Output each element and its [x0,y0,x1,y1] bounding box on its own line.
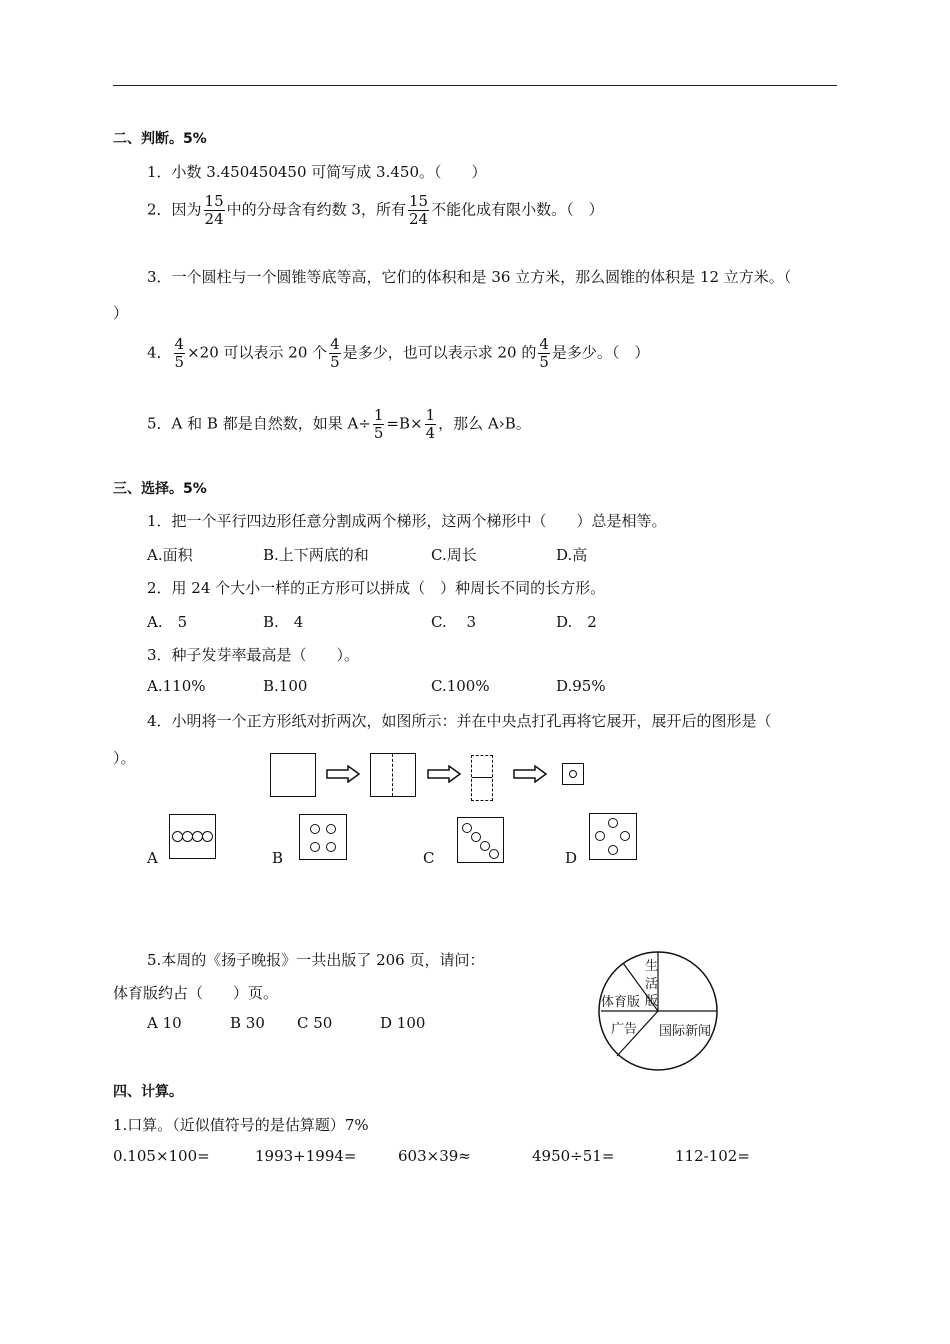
section3-title: 三、选择。5% [113,481,207,497]
s3-q3-option-a: A.110% [147,677,206,695]
pie-label-ads: 广告 [611,1022,638,1037]
s3-q3-option-c: C.100% [431,677,490,695]
s3-q1-option-d: D.高 [556,546,588,564]
arrow-right-icon [513,765,547,783]
arrow-right-icon [427,765,461,783]
s3-question-5-line2: 体育版约占（ ）页。 [113,984,279,1002]
fraction-4-5: $\frac{4}{5}$ [174,335,185,371]
choice-label-c: C [423,849,435,867]
pie-label-sports: 体育版 [601,995,641,1010]
s3-q1-option-a: A.面积 [147,546,193,564]
s4-subtitle: 1.口算。（近似值符号的是估算题）7% [113,1116,369,1134]
s3-q5-option-d: D 100 [380,1014,426,1032]
choice-figure-d [589,813,637,860]
s3-question-2: 2．用 24 个大小一样的正方形可以拼成（ ）种周长不同的长方形。 [147,579,606,597]
s3-question-4-end: ）。 [113,749,136,767]
fold-step-half [370,753,416,797]
s3-q5-option-a: A 10 [147,1014,182,1032]
s3-q1-option-b: B.上下两底的和 [263,546,369,564]
hole-icon [569,770,577,778]
fraction-1-5: $\frac{1}{5}$ [373,406,384,442]
s3-question-5: 5.本周的《扬子晚报》一共出版了 206 页，请问： [147,951,485,969]
choice-label-d: D [565,849,578,867]
fold-step-punched [562,763,584,785]
calc-item: 1993+1994= [255,1147,357,1165]
s2-question-3-end: ） [113,304,129,322]
fraction-15-24: $\frac{15}{24}$ [408,192,429,228]
choice-label-a: A [147,849,158,867]
s2-question-2: 2．因为 $\frac{15}{24}$ 中的分母含有约数 3，所有 $\frac{15}{24}$ 不能化成有限小数。（ ） [147,192,604,228]
s3-q5-option-c: C 50 [297,1014,333,1032]
fraction-4-5: $\frac{4}{5}$ [330,335,340,371]
pie-label-sheng: 生 [645,959,659,974]
pie-label-huo: 活 [645,977,659,992]
section4-title: 四、计算。 [113,1084,183,1100]
s3-q2-option-b: B. 4 [263,613,304,631]
s3-q3-option-d: D.95% [556,677,606,695]
header-rule [113,85,837,86]
s3-q2-option-d: D. 2 [556,613,597,631]
fraction-15-24: $\frac{15}{24}$ [204,192,224,228]
choice-figure-c [457,817,504,863]
calc-item: 603×39≈ [398,1147,471,1165]
choice-label-b: B [272,849,284,867]
s3-q1-option-c: C.周长 [431,546,477,564]
section2-title: 二、判断。5% [113,131,207,147]
fraction-4-5: $\frac{4}{5}$ [539,335,549,371]
s3-q3-option-b: B.100 [263,677,308,695]
s2-question-1: 1．小数 3.450450450 可简写成 3.450。（ ） [147,163,487,181]
s3-q5-option-b: B 30 [230,1014,265,1032]
arrow-right-icon [326,765,360,783]
fold-step-square [270,753,316,797]
s3-question-3: 3．种子发芽率最高是（ ）。 [147,646,360,664]
fold-step-quarter [471,755,493,801]
pie-label-intl-news: 国际新闻 [659,1024,712,1039]
fraction-1-4: $\frac{1}{4}$ [425,406,436,442]
s3-q2-option-c: C. 3 [431,613,477,631]
s2-question-4: 4． $\frac{4}{5}$ ×20 可以表示 20 个 $\frac{4}{5}$ 是多少，也可以表示求 20 的 $\frac{4}{5}$ 是多少。（ ） [147,335,650,371]
choice-figure-b [299,814,347,860]
calc-item: 4950÷51= [532,1147,615,1165]
s3-question-1: 1．把一个平行四边形任意分割成两个梯形，这两个梯形中（ ）总是相等。 [147,512,667,530]
s3-q2-option-a: A. 5 [147,613,188,631]
pie-label-ban: 版 [645,994,659,1009]
s2-question-5: 5．A 和 B 都是自然数，如果 A÷ $\frac{1}{5}$ =B× $\frac{1}{4}$ ，那么 A›B。 [147,406,531,442]
calc-item: 112-102= [675,1147,750,1165]
calc-item: 0.105×100= [113,1147,210,1165]
choice-figure-a [169,814,216,859]
s3-question-4: 4．小明将一个正方形纸对折两次，如图所示：并在中央点打孔再将它展开，展开后的图形是（ [147,712,772,730]
s2-question-3: 3．一个圆柱与一个圆锥等底等高，它们的体积和是 36 立方米，那么圆锥的体积是 12 立方米。（ [147,268,792,286]
